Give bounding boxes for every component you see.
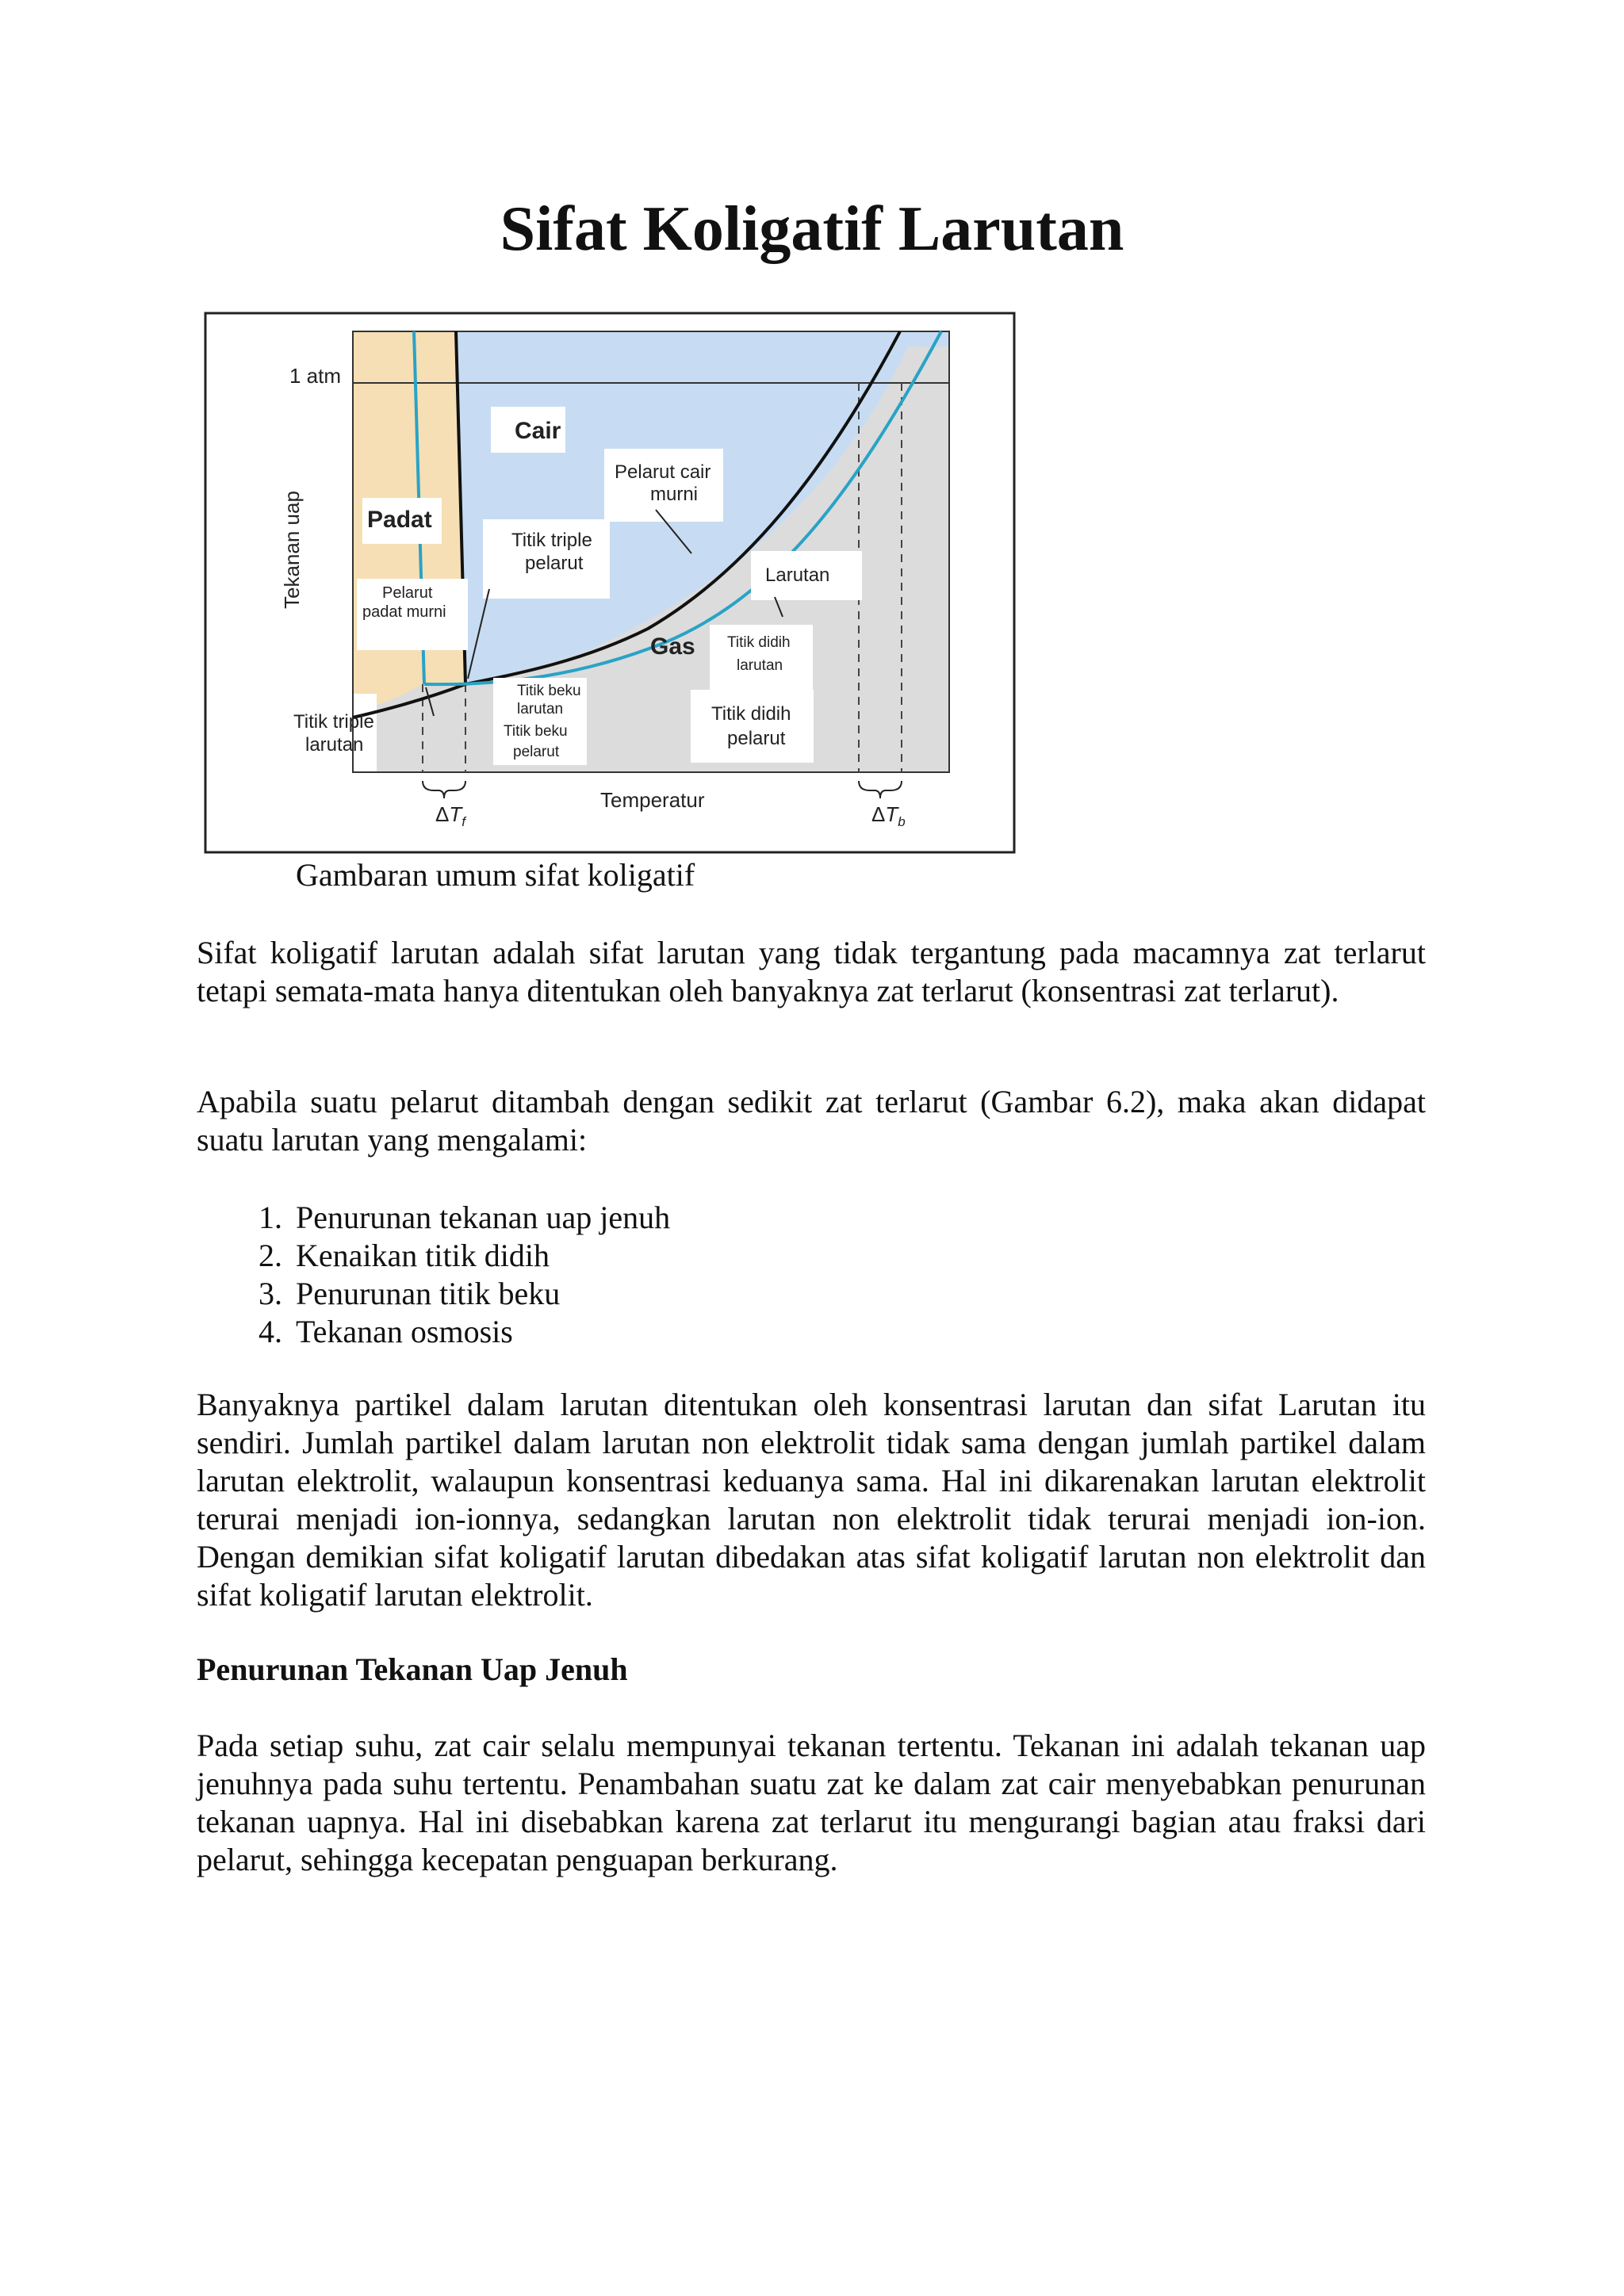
pelarut-cair-label-2: murni [650,484,699,505]
paragraph-4: Pada setiap suhu, zat cair selalu mempunyai tekanan tertentu. Tekanan ini adalah tekanan uap jenuhnya pada suhu tertentu. Penambahan suatu zat ke dalam zat cair menyebabkan penurunan tekanan uapnya. Hal ini disebabkan karena zat terlarut itu mengurangi bagian atau fraksi dari pelarut, sehingga kecepatan penguapan berkurang. [197,1728,1426,1877]
page-title: Sifat Koligatif Larutan [500,194,1124,264]
pelarut-cair-label-1: Pelarut cair [615,461,711,483]
list-item-number: 1. [259,1200,282,1235]
list-item-number: 4. [259,1314,282,1349]
paragraph-1: Sifat koligatif larutan adalah sifat larutan yang tidak tergantung pada macamnya zat terlarut tetapi semata-mata hanya ditentukan oleh banyaknya zat terlarut (konsentrasi zat terlarut). [197,935,1426,1008]
titik-didih-pelarut-label-2: pelarut [727,728,786,749]
titik-triple-pelarut-label-2: pelarut [525,553,584,574]
y-axis-label: Tekanan uap [280,491,304,609]
titik-beku-pelarut-label-1: Titik beku [504,723,568,740]
list-item-text: Penurunan titik beku [296,1276,561,1311]
titik-triple-larutan-label-1: Titik triple [293,711,374,733]
titik-didih-larutan-label-1: Titik didih [727,634,791,651]
titik-triple-pelarut-label-1: Titik triple [511,530,592,551]
list-item-number: 3. [259,1276,282,1311]
gas-label: Gas [650,633,695,660]
delta-tb-label: $\Delta T_b$ [871,802,906,829]
list-item [197,1275,670,1313]
lower-left-white [353,694,377,773]
list-item [197,1313,670,1351]
list-item-text: Penurunan tekanan uap jenuh [296,1200,671,1235]
phase-diagram-figure [204,312,1016,854]
titik-didih-pelarut-label-1: Titik didih [711,703,791,725]
section-heading: Penurunan Tekanan Uap Jenuh [197,1651,628,1687]
list-item [197,1237,670,1275]
larutan-label: Larutan [765,564,830,586]
titik-beku-larutan-label-2: larutan [517,701,564,718]
titik-didih-larutan-label-2: larutan [737,657,783,674]
paragraph-2: Apabila suatu pelarut ditambah dengan sedikit zat terlarut (Gambar 6.2), maka akan didapat suatu larutan yang mengalami: [197,1084,1426,1158]
phase-diagram [204,312,1016,854]
list-item-text: Kenaikan titik didih [296,1238,550,1273]
figure-caption: Gambaran umum sifat koligatif [296,857,695,893]
titik-didih-pelarut-box [691,690,814,763]
list-item [197,1199,670,1237]
paragraph-3: Banyaknya partikel dalam larutan ditentukan oleh konsentrasi larutan dan sifat Larutan itu sendiri. Jumlah partikel dalam larutan non elektrolit tidak sama dengan jumlah partikel dalam larutan elektrolit, walaupun konsentrasi keduanya sama. Hal ini dikarenakan larutan elektrolit terurai menjadi ion-ionnya, sedangkan larutan non elektrolit tidak terurai menjadi ion-ion. Dengan demikian sifat koligatif larutan dibedakan atas sifat koligatif larutan non elektrolit dan sifat koligatif larutan elektrolit. [197,1387,1426,1613]
one-atm-tick-label: 1 atm [289,364,342,388]
padat-label: Padat [367,507,432,533]
pelarut-padat-label-1: Pelarut [382,584,433,602]
pelarut-padat-label-2: padat murni [362,603,446,621]
cair-label: Cair [515,418,561,444]
titik-triple-larutan-label-2: larutan [305,734,364,756]
list-item-text: Tekanan osmosis [296,1314,513,1349]
colligative-properties-list [197,1199,670,1351]
titik-beku-larutan-label-1: Titik beku [517,683,581,699]
titik-beku-pelarut-label-2: pelarut [513,744,560,760]
list-item-number: 2. [259,1238,282,1273]
x-axis-label: Temperatur [600,788,705,812]
delta-tf-label: $\Delta T_f$ [435,802,465,829]
